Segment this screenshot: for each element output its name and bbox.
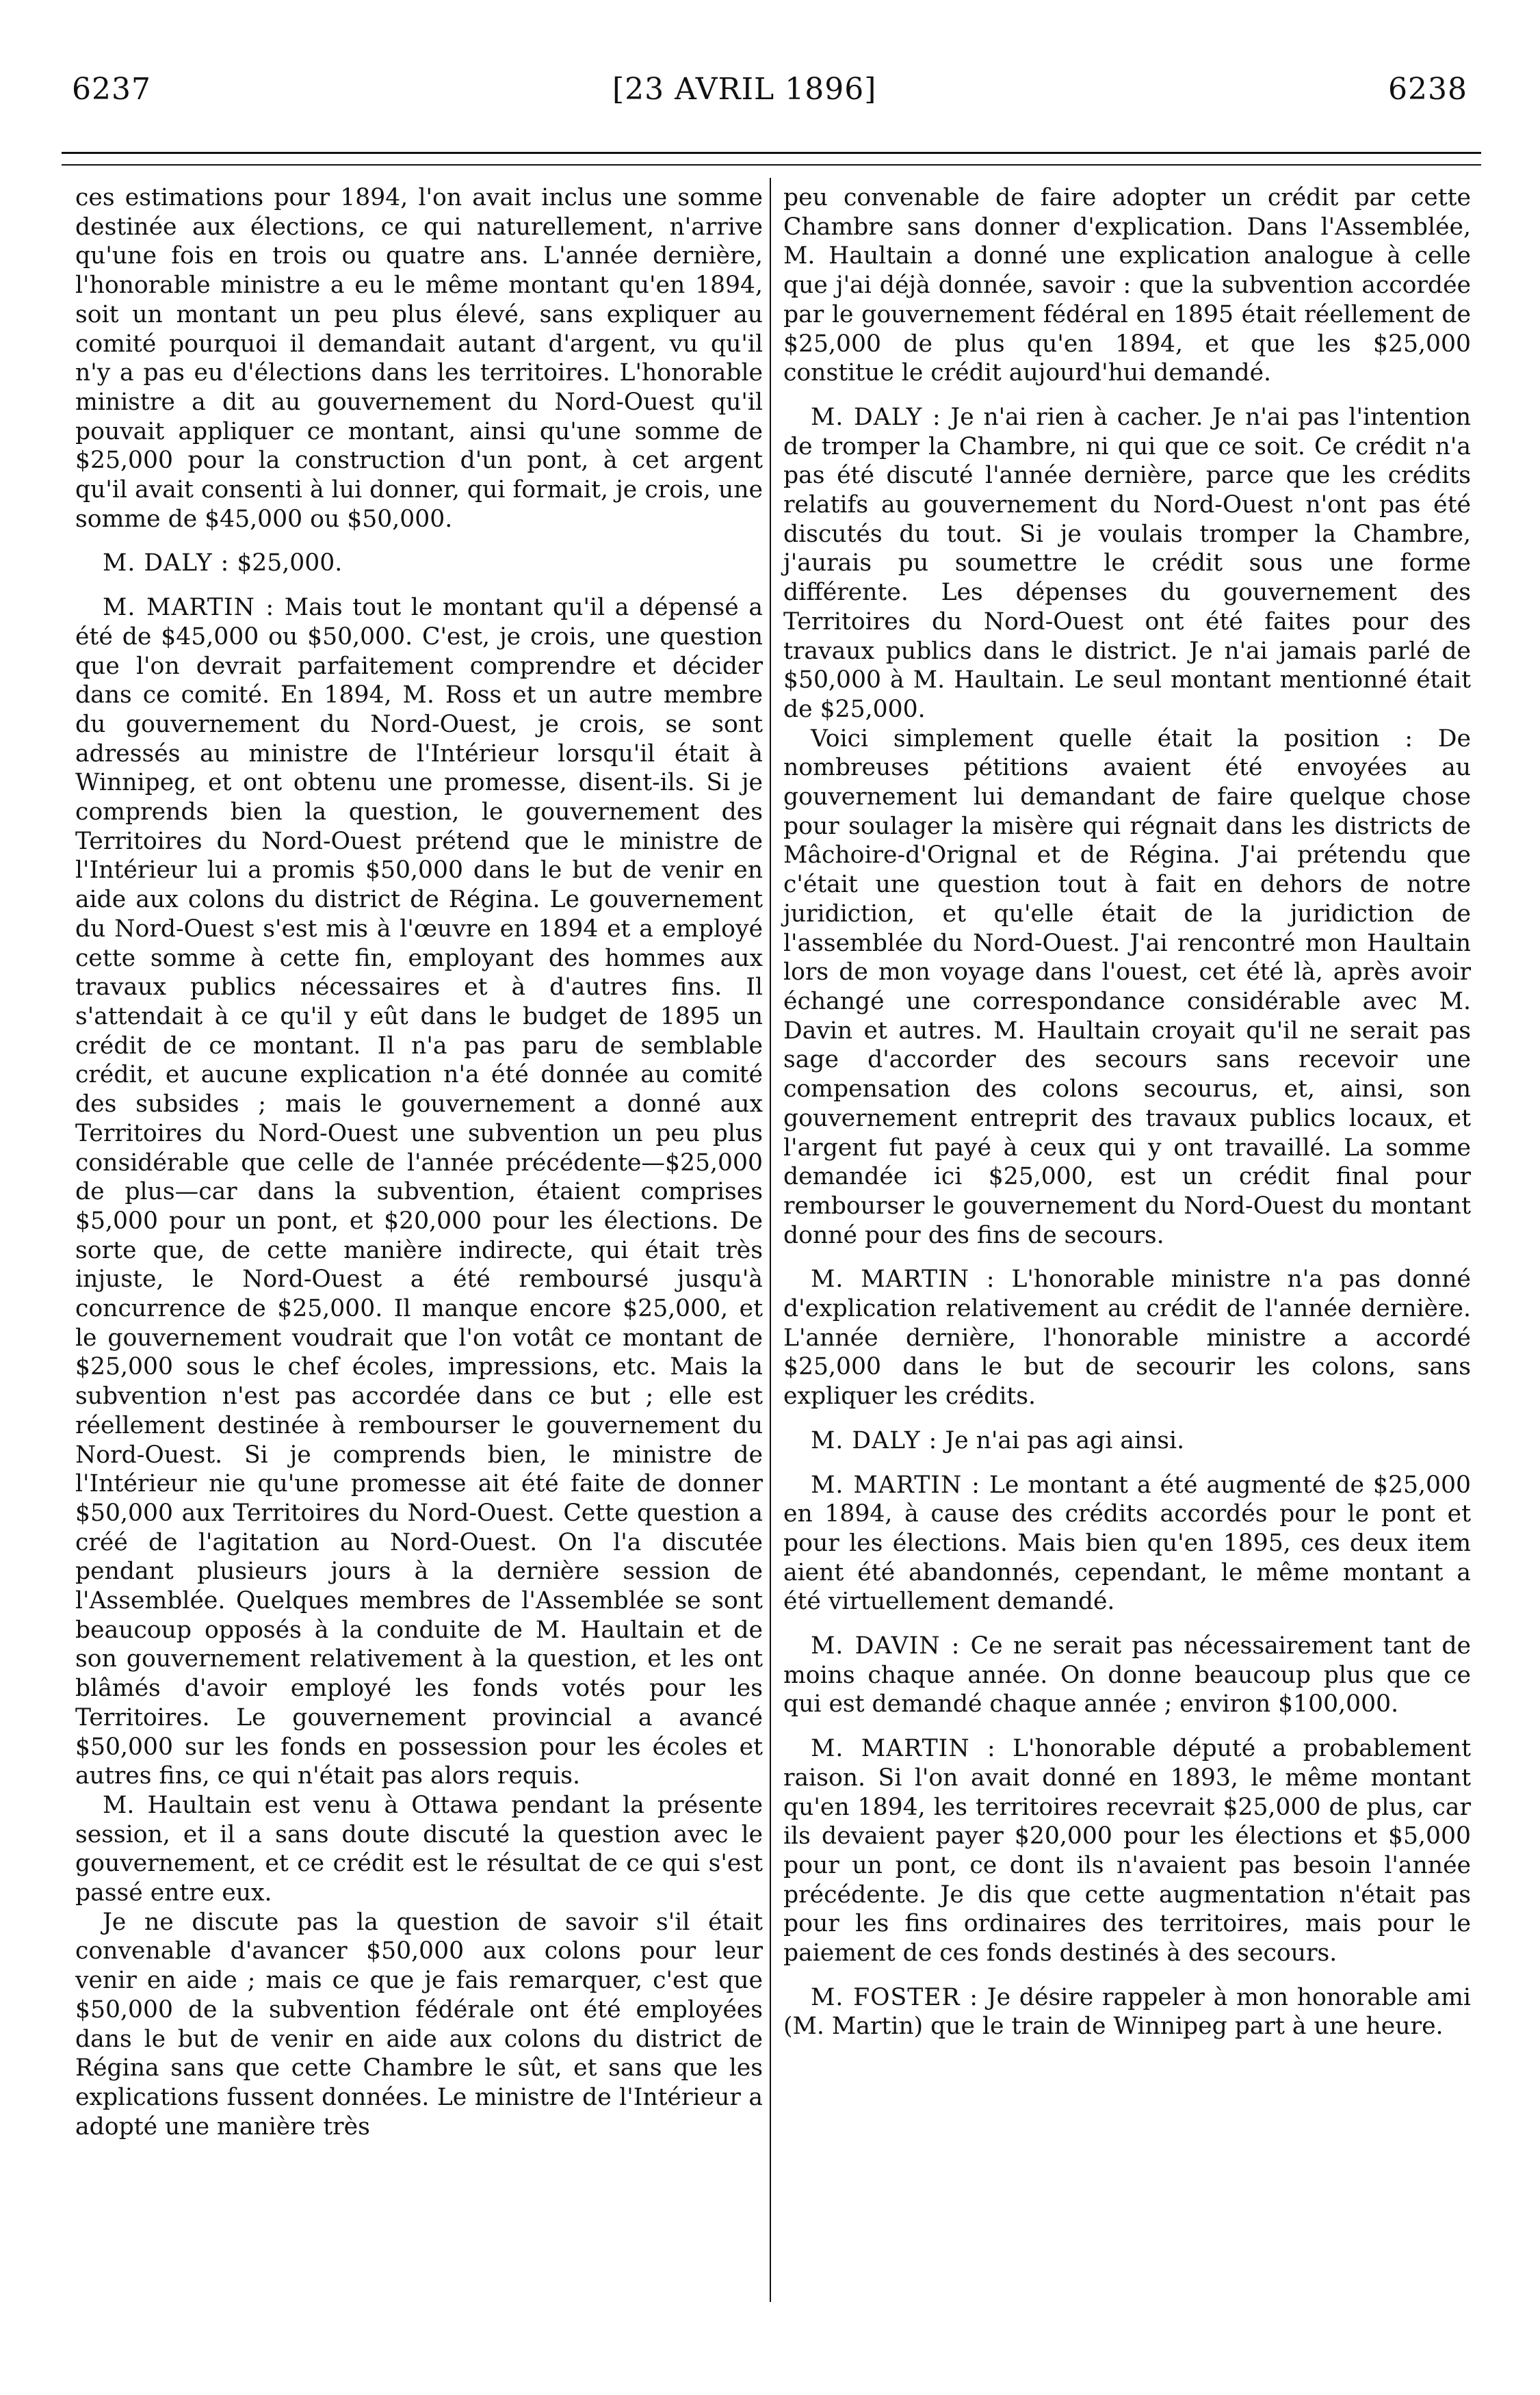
speech-text: Je n'ai rien à cacher. Je n'ai pas l'intention de tromper la Chambre, ni qui que ce soit. Ce crédit n'a pas été discuté l'année dernière, parce que les crédits relatifs au gouvernement du Nord-Ouest n'ont pas été discutés du tout. Si je voulais tromper la Chambre, j'aurais pu soumettre le crédit sous une forme différente. Les dépenses du gouvernement des Territoires du Nord-Ouest ont été faites pour des travaux publics dans le district. Je n'ai jamais parlé de $50,000 à M. Haultain. Le seul montant mentionné était de $25,000.: [783, 403, 1471, 723]
paragraph: [783, 183, 1471, 388]
speech: [783, 1471, 1471, 1617]
right-column: [783, 183, 1471, 2041]
speech-text: $25,000.: [237, 549, 343, 577]
speaker-name: M. DALY :: [103, 549, 230, 577]
speaker-name: M. FOSTER :: [811, 1983, 978, 2011]
header-rule-top: [62, 152, 1481, 154]
speech: [783, 1426, 1471, 1456]
speech: [783, 1983, 1471, 2041]
paragraph: [75, 1908, 763, 2142]
left-column: [75, 183, 763, 2141]
speech-text: Je n'ai pas agi ainsi.: [945, 1426, 1185, 1454]
speaker-name: M. DAVIN :: [811, 1632, 961, 1660]
page-number-left: 6237: [72, 72, 151, 107]
paragraph: [783, 724, 1471, 1251]
speech-text: L'honorable député a probablement raison. Si l'on avait donné en 1893, le même montant qu'en 1894, les territoires recevrait $25,000 de plus, car ils devaient payer $20,000 pour les élections et $5,000 pour un pont, ce dont ils n'avaient pas besoin l'année précédente. Je dis que cette augmentation n'était pas pour les fins ordinaires des territoires, mais pour le paiement de ces fonds destinés à des secours.: [783, 1735, 1471, 1967]
speaker-name: M. MARTIN :: [103, 594, 275, 622]
paragraph-text: ces estimations pour 1894, l'on avait inclus une somme destinée aux élections, ce qui naturellement, n'arrive qu'une fois en trois ou quatre ans. L'année dernière, l'honorable ministre a eu le même montant qu'en 1894, soit un montant un peu plus élevé, sans expliquer au comité pourquoi il demandait autant d'argent, vu qu'il n'y a pas eu d'élections dans les territoires. L'honorable ministre a dit au gouvernement du Nord-Ouest qu'il pouvait appliquer ce montant, ainsi qu'une somme de $25,000 pour la construction d'un pont, à cet argent qu'il avait consenti à lui donner, qui formait, je crois, une somme de $45,000 ou $50,000.: [75, 184, 763, 533]
paragraph-text: Voici simplement quelle était la position : De nombreuses pétitions avaient été envoyées au gouvernement lui demandant de faire quelque chose pour soulager la misère qui régnait dans les districts de Mâchoire-d'Orignal et de Régina. J'ai prétendu que c'était une question tout à fait en dehors de notre juridiction, et qu'elle était de la juridiction de l'assemblée du Nord-Ouest. J'ai rencontré mon Haultain lors de mon voyage dans l'ouest, cet été là, après avoir échangé une correspondance considérable avec M. Davin et autres. M. Haultain croyait qu'il ne serait pas sage d'accorder des secours sans recevoir une compensation des colons secourus, et, ainsi, son gouvernement entreprit des travaux publics locaux, et l'argent fut payé à ceux qui y ont travaillé. La somme demandée ici $25,000, est un crédit final pour rembourser le gouvernement du Nord-Ouest du montant donné pour des fins de secours.: [783, 724, 1471, 1249]
speech-text: Mais tout le montant qu'il a dépensé a été de $45,000 ou $50,000. C'est, je crois, une question que l'on devrait parfaitement comprendre et décider dans ce comité. En 1894, M. Ross et un autre membre du gouvernement du Nord-Ouest, je crois, se sont adressés au ministre de l'Intérieur lorsqu'il était à Winnipeg, et ont obtenu une promesse, disent-ils. Si je comprends bien la question, le gouvernement des Territoires du Nord-Ouest prétend que le ministre de l'Intérieur lui a promis $50,000 dans le but de venir en aide aux colons du district de Régina. Le gouvernement du Nord-Ouest s'est mis à l'œuvre en 1894 et a employé cette somme à cette fin, employant des hommes aux travaux publics nécessaires et à d'autres fins. Il s'attendait à ce qu'il y eût dans le budget de 1895 un crédit de ce montant. Il n'a pas paru de semblable crédit, et aucune explication n'a été donnée au comité des subsides ; mais le gouvernement a donné aux Territoires du Nord-Ouest une subvention un peu plus considérable que celle de l'année précédente—$25,000 de plus—car dans la subvention, étaient comprises $5,000 pour un pont, et $20,000 pour les élections. De sorte que, de cette manière indirecte, qui était très injuste, le Nord-Ouest a été remboursé jusqu'à concurrence de $25,000. Il manque encore $25,000, et le gouvernement voudrait que l'on votât ce montant de $25,000 sous le chef écoles, impressions, etc. Mais la subvention n'est pas accordée dans ce but ; elle est réellement destinée à rembourser le gouvernement du Nord-Ouest. Si je comprends bien, le ministre de l'Intérieur nie qu'une promesse ait été faite de donner $50,000 aux Territoires du Nord-Ouest. Cette question a créé de l'agitation au Nord-Ouest. On l'a discutée pendant plusieurs jours à la dernière session de l'Assemblée. Quelques membres de l'Assemblée se sont beaucoup opposés à la conduite de M. Haultain et de son gouvernement relativement à la question, et les ont blâmés d'avoir employé les fonds votés pour les Territoires. Le gouvernement provincial a avancé $50,000 sur les fonds en possession pour les écoles et autres fins, ce qui n'était pas alors requis.: [75, 594, 764, 1790]
paragraph-text: Je ne discute pas la question de savoir s'il était convenable d'avancer $50,000 aux colons pour leur venir en aide ; mais ce que je fais remarquer, c'est que $50,000 de la subvention fédérale ont été employées dans le but de venir en aide aux colons du district de Régina sans que cette Chambre le sût, et sans que les explications fussent données. Le ministre de l'Intérieur a adopté une manière très: [75, 1908, 763, 2141]
speech: [783, 403, 1471, 724]
speaker-name: M. MARTIN :: [811, 1735, 996, 1763]
speech: [75, 593, 763, 1791]
page-header: [72, 72, 1467, 127]
speech-text: L'honorable ministre n'a pas donné d'explication relativement au crédit de l'année dernière. L'année dernière, l'honorable ministre a accordé $25,000 dans le but de secourir les colons, sans expliquer les crédits.: [783, 1266, 1471, 1411]
speech: [783, 1734, 1471, 1968]
speaker-name: M. DALY :: [811, 403, 941, 431]
speaker-name: M. MARTIN :: [811, 1266, 995, 1294]
speech-text: Je désire rappeler à mon honorable ami (M. Martin) que le train de Winnipeg part à une heure.: [783, 1983, 1471, 2041]
speech: [783, 1265, 1471, 1411]
paragraph: [75, 183, 763, 534]
header-rule-bottom: [62, 164, 1481, 166]
speech: [75, 549, 763, 578]
speech-text: Le montant a été augmenté de $25,000 en 1894, à cause des crédits accordés pour le pont et pour les élections. Mais bien qu'en 1895, ces deux item aient été abandonnés, cependant, le même montant a été virtuellement demandé.: [783, 1471, 1471, 1616]
header-date: [23 AVRIL 1896]: [612, 72, 877, 107]
speech-text: Ce ne serait pas nécessairement tant de moins chaque année. On donne beaucoup plus que ce qui est demandé chaque année ; environ $100,000.: [783, 1632, 1471, 1718]
paragraph-text: M. Haultain est venu à Ottawa pendant la présente session, et il a sans doute discuté la question avec le gouvernement, et ce crédit est le résultat de ce qui s'est passé entre eux.: [75, 1791, 763, 1907]
speech: [783, 1632, 1471, 1719]
paragraph-text: peu convenable de faire adopter un crédit par cette Chambre sans donner d'explication. Dans l'Assemblée, M. Haultain a donné une explication analogue à celle que j'ai déjà donnée, savoir : que la subvention accordée par le gouvernement fédéral en 1895 était réellement de $25,000 de plus qu'en 1894, et que les $25,000 constitue le crédit aujourd'hui demandé.: [783, 184, 1471, 387]
speaker-name: M. DALY :: [811, 1426, 938, 1454]
paragraph: [75, 1791, 763, 1908]
page-number-right: 6238: [1388, 72, 1467, 107]
speaker-name: M. MARTIN :: [811, 1471, 980, 1499]
column-divider: [770, 178, 771, 2302]
